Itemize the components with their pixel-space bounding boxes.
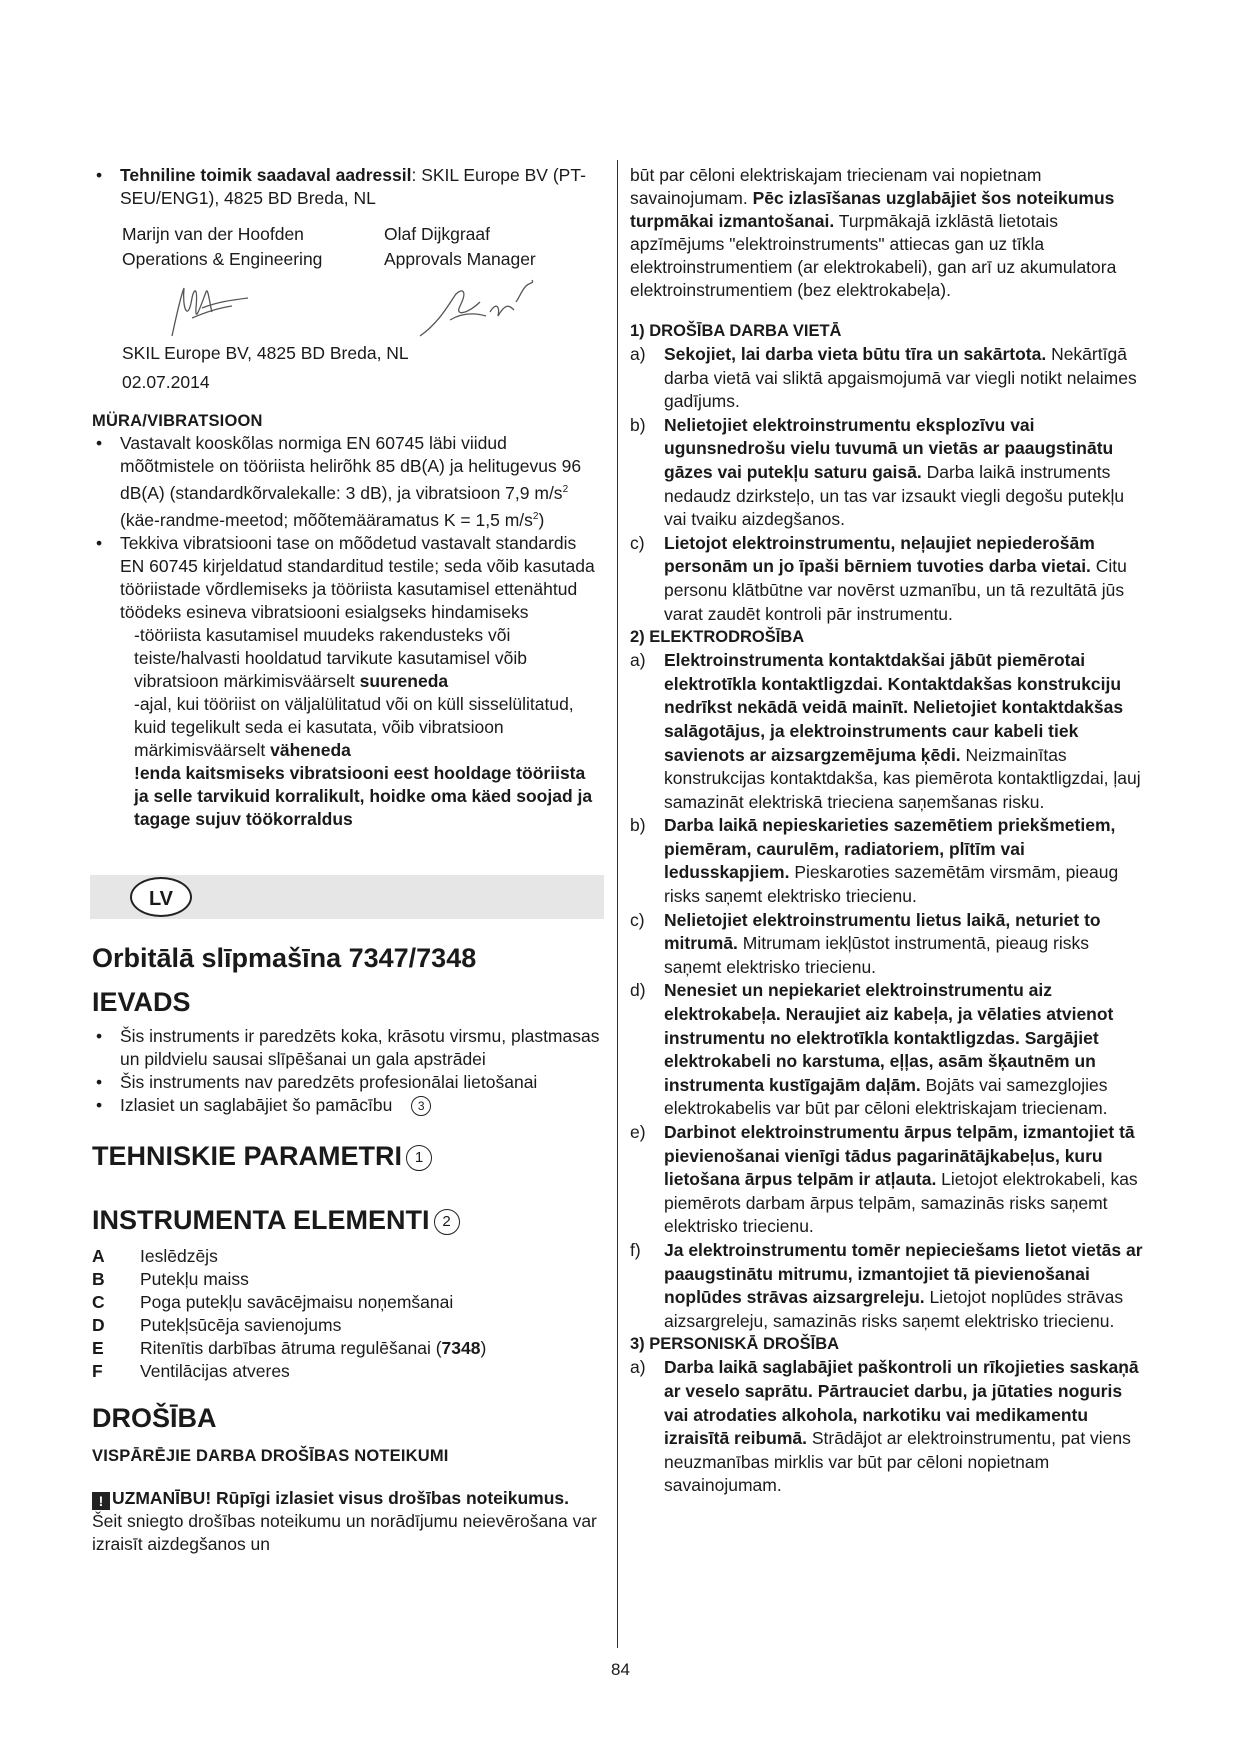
rule-letter: a) bbox=[630, 1357, 646, 1378]
figure-ref-1-icon: 1 bbox=[406, 1145, 432, 1171]
rule-text: Citu personu klātbūtne var novērst uzmanību, un tā rezultātā jūs varat zaudēt kontroli pār instrumentu. bbox=[664, 556, 1127, 624]
signatures-area bbox=[92, 272, 604, 342]
part-e-text: Ritenītis darbības ātruma regulēšanai ( bbox=[140, 1337, 442, 1358]
intro-bullet-1: • Šis instruments ir paredzēts koka, krāsotu virsmu, plastmasas un pildvielu sausai slīpēšanai un gala apstrādei bbox=[92, 1025, 604, 1071]
safety-heading: DROŠĪBA bbox=[92, 1402, 217, 1433]
rule-letter: c) bbox=[630, 909, 645, 930]
vibration-bullet-2: • Tekkiva vibratsiooni tase on mõõdetud vastavalt standardis EN 60745 kirjeldatud standarditud testile; seda võib kasutada tööriistade võrdlemiseks ja tööriista kasutamisel ettenähtud töödeks esineva vibratsiooni esialgseks hindamiseks bbox=[92, 532, 604, 624]
signatory-2-name: Olaf Dijkgraaf bbox=[384, 224, 491, 244]
language-badge-lv: LV bbox=[130, 877, 192, 917]
tech-file-label: Tehniline toimik saadaval aadressil bbox=[120, 165, 412, 185]
rule-bold: Elektroinstrumenta kontaktdakšai jābūt piemērotai elektrotīkla kontaktligzdai. Kontaktdakšas konstrukciju nedrīkst nekādā veidā mainīt. Nelietojiet kontaktdakšas salāgotājus, ja elektroinstruments caur kabeli tiek savienots ar aizsargzemējuma ķēdi. bbox=[664, 650, 1124, 765]
vibration-sub-2-text: -ajal, kui tööriist on väljalülitatud või on küll sisselülitatud, kuid tegelikult seda ei kasutata, võib vibratsioon märkimisväärselt bbox=[134, 693, 574, 760]
rule-text: Bojāts vai samezglojies elektrokabelis var būt par cēloni elektriskajam triecienam. bbox=[664, 1074, 1108, 1119]
vibration-sub-1-bold: suureneda bbox=[359, 670, 449, 691]
elements-heading bbox=[92, 1203, 604, 1237]
column-divider bbox=[617, 160, 618, 1648]
rule-letter: c) bbox=[630, 532, 645, 553]
company-address: SKIL Europe BV, 4825 BD Breda, NL bbox=[122, 343, 409, 363]
rule-letter: a) bbox=[630, 344, 646, 364]
rule-bold: Darba laikā saglabājiet paškontroli un rīkojieties saskaņā ar veselo saprātu. Pārtrauciet darbu, ja jūtaties noguris vai atrodaties alkohola, narkotiku vai medikamentu izraisītā reibumā. bbox=[664, 1357, 1139, 1449]
signatory-1-title: Operations & Engineering bbox=[122, 249, 323, 269]
vibration-text-c: ) bbox=[538, 509, 545, 530]
rule-text: Pieskaroties sazemētām virsmām, pieaug risks saņemt elektrisko triecienu. bbox=[664, 862, 1119, 907]
rule-letter: b) bbox=[630, 414, 646, 435]
rule-text: Lietojot elektrokabeli, kas piemērots darbam ārpus telpām, samazinās risks saņemt elektrisko triecienu. bbox=[664, 1169, 1138, 1237]
part-text bbox=[140, 1337, 604, 1360]
vibration-bullet-1 bbox=[92, 432, 604, 532]
safety-subheading: VISPĀRĒJIE DARBA DROŠĪBAS NOTEIKUMI bbox=[92, 1446, 449, 1465]
part-key: E bbox=[92, 1337, 104, 1358]
rule-text: Lietojot noplūdes strāvas aizsargreleju, samazinās risks saņemt elektrisko triecienu. bbox=[664, 1287, 1124, 1331]
section-1-heading: 1) DROŠĪBA DARBA VIETĀ bbox=[630, 322, 842, 340]
intro-bullet-3 bbox=[92, 1094, 604, 1117]
rule-bold: Nelietojiet elektroinstrumentu lietus laikā, neturiet to mitrumā. bbox=[664, 909, 1101, 954]
rule-text: Strādājot ar elektroinstrumentu, pat viens neuzmanības mirklis var būt par cēloni nopietnam savainojumam. bbox=[664, 1428, 1131, 1496]
rule-text: Darba laikā instruments nedaudz dzirksteļo, un tas var izsaukt viegli degošu putekļu vai tvaiku aizdegšanos. bbox=[664, 461, 1125, 530]
tech-file-bullet bbox=[92, 164, 604, 210]
warning-rest-text: Šeit sniegto drošības noteikumu un norādījumu neievērošana var izraisīt aizdegšanos un bbox=[92, 1510, 597, 1554]
intro-heading: IEVADS bbox=[92, 986, 191, 1017]
continuation-paragraph bbox=[630, 164, 1150, 302]
warning-bold-text: UZMANĪBU! Rūpīgi izlasiet visus drošības noteikumus. bbox=[112, 1487, 570, 1508]
rule-item bbox=[630, 649, 1150, 814]
rule-letter: b) bbox=[630, 815, 646, 836]
continuation-text-b: Turpmākajā izklāstā lietotais apzīmējums "elektroinstruments" attiecas gan uz tīkla elektroinstrumentiem (ar elektrokabeli), gan arī uz akumulatora elektroinstrumentiem (bez elektrokabeļa). bbox=[630, 211, 1117, 300]
vibration-text-a: Vastavalt kooskõlas normiga EN 60745 läbi viidud mõõtmistele on tööriista helirõhk 85 dB(A) ja helitugevus 96 dB(A) (standardkõrvalekalle: 3 dB), ja vibratsioon 7,9 m/s bbox=[120, 433, 582, 503]
rule-item bbox=[630, 1356, 1150, 1498]
figure-ref-3-icon: 3 bbox=[411, 1096, 431, 1116]
declaration-date: 02.07.2014 bbox=[122, 372, 210, 392]
safety-warning bbox=[92, 1487, 604, 1556]
rule-text: Neizmainītas konstrukcijas kontaktdakša, kas piemērota kontaktligzdai, ļauj samazināt elektriskā trieciena saņemšanas risku. bbox=[664, 744, 1141, 812]
intro-bullet-3-text: Izlasiet un saglabājiet šo pamācību bbox=[120, 1094, 393, 1115]
rule-item bbox=[630, 1121, 1150, 1239]
rule-bold: Sekojiet, lai darba vieta būtu tīra un sakārtota. bbox=[664, 344, 1047, 364]
rule-letter: d) bbox=[630, 980, 646, 1001]
figure-ref-2-icon: 2 bbox=[434, 1209, 460, 1235]
rule-letter: f) bbox=[630, 1239, 641, 1260]
rule-item bbox=[630, 1239, 1150, 1333]
rule-bold: Darba laikā nepieskarieties sazemētiem priekšmetiem, piemēram, caurulēm, radiatoriem, plītīm vai ledusskapjiem. bbox=[664, 815, 1116, 883]
part-text: Putekļu maiss bbox=[140, 1268, 249, 1289]
rule-item bbox=[630, 343, 1150, 414]
rule-item bbox=[630, 979, 1150, 1121]
rule-item bbox=[630, 414, 1150, 532]
superscript-2: 2 bbox=[532, 510, 539, 522]
tech-params-label: TEHNISKIE PARAMETRI bbox=[92, 1140, 403, 1171]
rule-item bbox=[630, 814, 1150, 908]
section-3-heading: 3) PERSONISKĀ DROŠĪBA bbox=[630, 1335, 840, 1354]
tech-file-address: : SKIL Europe BV (PT-SEU/ENG1), 4825 BD Breda, NL bbox=[120, 165, 586, 208]
signature-1-image bbox=[162, 278, 272, 344]
signatories-names bbox=[122, 222, 604, 247]
part-text: Ieslēdzējs bbox=[140, 1245, 218, 1266]
part-text: Ventilācijas atveres bbox=[140, 1360, 290, 1381]
rule-bold: Ja elektroinstrumentu tomēr nepieciešams lietot vietās ar paaugstinātu mitrumu, izmantojiet tā pievienošanai noplūdes strāvas aizsargreleju. bbox=[664, 1239, 1143, 1308]
vibration-text-b: (käe-randme-meetod; mõõtemääramatus K = 1,5 m/s bbox=[120, 509, 533, 530]
continuation-bold: Pēc izlasīšanas uzglabājiet šos noteikumus turpmākai izmantošanai. bbox=[630, 188, 1115, 231]
part-key: D bbox=[92, 1314, 105, 1335]
rule-bold: Darbinot elektroinstrumentu ārpus telpām, izmantojiet tā pievienošanai vienīgi tādus pagarinātājkabeļus, kuru lietošana ārpus telpām ir atļauta. bbox=[664, 1122, 1135, 1190]
language-band bbox=[90, 875, 604, 919]
vibration-sub-1-text: -tööriista kasutamisel muudeks rakendusteks või teiste/halvasti hooldatud tarvikute kasutamisel võib vibratsioon märkimisväärselt bbox=[134, 624, 527, 691]
signature-2-image bbox=[410, 272, 550, 342]
warning-triangle-icon: ! bbox=[92, 1492, 110, 1510]
rule-text: Mitrumam iekļūstot instrumentā, pieaug risks saņemt elektrisko triecienu. bbox=[664, 933, 1089, 977]
part-key: C bbox=[92, 1291, 105, 1312]
vibration-sub-2-bold: väheneda bbox=[270, 739, 351, 760]
right-column bbox=[630, 164, 1150, 1498]
rule-bold: Lietojot elektroinstrumentu, neļaujiet nepiederošām personām un jo īpaši bērniem tuvoties darba vietai. bbox=[664, 532, 1095, 577]
vibration-sub-2 bbox=[92, 693, 604, 762]
rule-item bbox=[630, 909, 1150, 980]
superscript-1: 2 bbox=[562, 484, 569, 495]
product-title: Orbitālā slīpmašīna 7347/7348 bbox=[92, 942, 477, 973]
tech-params-heading bbox=[92, 1139, 604, 1173]
signatory-2-title: Approvals Manager bbox=[384, 249, 536, 269]
continuation-text-a: būt par cēloni elektriskajam triecienam vai nopietnam savainojumam. bbox=[630, 165, 1042, 208]
rule-bold: Nenesiet un nepiekariet elektroinstrumentu aiz elektrokabeļa. Neraujiet aiz kabeļa, ja vēlaties atvienot instrumentu no elektrotīkla kontaktligzdas. Sargājiet elektrokabeli no karstuma, eļļas, asām šķautnēm un instrumenta kustīgajām daļām. bbox=[664, 980, 1114, 1095]
section-2-heading: 2) ELEKTRODROŠĪBA bbox=[630, 628, 805, 647]
signatory-1-name: Marijn van der Hoofden bbox=[122, 224, 304, 244]
rule-letter: a) bbox=[630, 650, 646, 671]
rule-item bbox=[630, 532, 1150, 626]
part-key: B bbox=[92, 1268, 105, 1289]
rule-bold: Nelietojiet elektroinstrumentu eksplozīvu vai ugunsnedrošu vielu tuvumā un vietās ar paaugstinātu gāzes vai putekļu saturu gaisā. bbox=[664, 414, 1114, 482]
vibration-sub-1 bbox=[92, 624, 604, 693]
intro-bullet-2: • Šis instruments nav paredzēts profesionālai lietošanai bbox=[92, 1071, 604, 1094]
part-key: F bbox=[92, 1360, 103, 1381]
parts-list bbox=[92, 1245, 604, 1383]
page-number: 84 bbox=[611, 1660, 630, 1679]
part-e-close: ) bbox=[480, 1337, 487, 1358]
rule-letter: e) bbox=[630, 1122, 646, 1142]
part-text: Putekļsūcēja savienojums bbox=[140, 1314, 342, 1335]
left-column bbox=[92, 164, 604, 1556]
part-text: Poga putekļu savācējmaisu noņemšanai bbox=[140, 1291, 454, 1312]
vibration-heading: MÜRA/VIBRATSIOON bbox=[92, 412, 263, 430]
part-key: A bbox=[92, 1245, 105, 1266]
part-e-model: 7348 bbox=[441, 1337, 481, 1358]
rule-text: Nekārtīgā darba vietā vai sliktā apgaismojumā var viegli notikt nelaimes gadījums. bbox=[664, 344, 1137, 412]
vibration-protection-note: !enda kaitsmiseks vibratsiooni eest hooldage tööriista ja selle tarvikuid korralikult, hoidke oma käed soojad ja tagage sujuv töökorraldus bbox=[134, 762, 593, 829]
signatories-titles bbox=[122, 247, 604, 272]
elements-label: INSTRUMENTA ELEMENTI bbox=[92, 1204, 430, 1235]
